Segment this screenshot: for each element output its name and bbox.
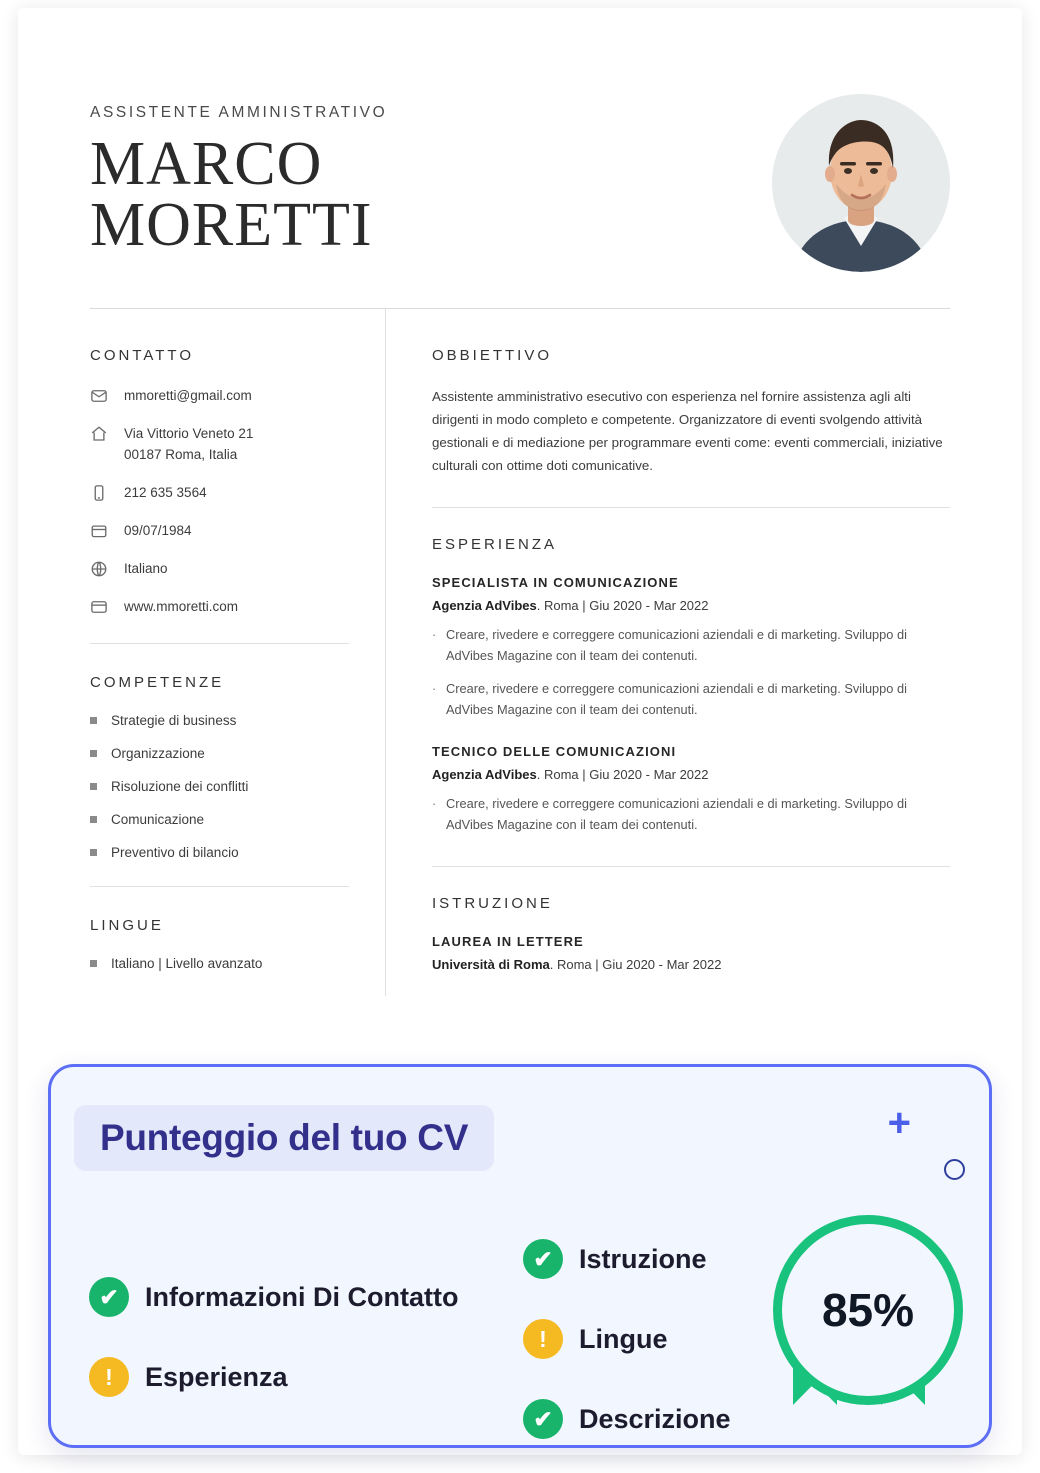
sidebar-divider-2 bbox=[90, 886, 349, 887]
experience-entry bbox=[432, 744, 950, 835]
sidebar-divider-1 bbox=[90, 643, 349, 644]
experience-entry bbox=[432, 575, 950, 720]
score-check-label: Descrizione bbox=[579, 1403, 731, 1434]
section-title-obbiettivo: OBBIETTIVO bbox=[432, 347, 553, 364]
square-bullet-icon bbox=[90, 717, 97, 724]
plus-icon[interactable]: + bbox=[887, 1101, 911, 1145]
contact-website-link[interactable]: www.mmoretti.com bbox=[124, 598, 239, 614]
job-role: SPECIALISTA IN COMUNICAZIONE bbox=[432, 575, 679, 591]
warning-circle-icon: ! bbox=[523, 1319, 563, 1359]
list-item bbox=[90, 956, 349, 971]
cv-main bbox=[386, 309, 950, 996]
score-check-esperienza[interactable] bbox=[89, 1357, 288, 1397]
bullet-icon: · bbox=[432, 627, 437, 643]
square-bullet-icon bbox=[90, 960, 97, 967]
square-bullet-icon bbox=[90, 816, 97, 823]
avatar bbox=[772, 94, 950, 272]
check-circle-icon: ✔ bbox=[523, 1399, 563, 1439]
cv-sidebar bbox=[90, 309, 386, 996]
score-check-label: Istruzione bbox=[579, 1243, 707, 1274]
list-item bbox=[90, 713, 349, 728]
square-bullet-icon bbox=[90, 783, 97, 790]
square-bullet-icon bbox=[90, 849, 97, 856]
contact-email bbox=[90, 386, 349, 407]
score-check-label: Lingue bbox=[579, 1323, 668, 1354]
headline bbox=[90, 90, 388, 259]
phone-icon bbox=[90, 483, 112, 502]
section-title-competenze: COMPETENZE bbox=[90, 674, 225, 692]
job-company: Agenzia AdVibes bbox=[432, 598, 537, 614]
main-divider-1 bbox=[432, 507, 950, 508]
job-bullet bbox=[432, 625, 950, 666]
address-line-1: Via Vittorio Veneto 21 bbox=[124, 425, 254, 441]
cv-header bbox=[90, 90, 950, 272]
calendar-icon bbox=[90, 521, 112, 540]
contact-email-text: mmoretti@gmail.com bbox=[124, 388, 252, 403]
skill-label: Comunicazione bbox=[111, 812, 205, 828]
bullet-icon: · bbox=[432, 680, 437, 696]
school-name: Università di Roma bbox=[432, 956, 550, 972]
section-title-istruzione: ISTRUZIONE bbox=[432, 894, 553, 912]
warning-circle-icon: ! bbox=[89, 1357, 129, 1397]
contact-phone-text: 212 635 3564 bbox=[124, 484, 207, 500]
degree-title: LAUREA IN LETTERE bbox=[432, 933, 584, 949]
contact-language-text: Italiano bbox=[124, 560, 168, 576]
score-check-label: Informazioni Di Contatto bbox=[145, 1281, 459, 1312]
score-check-descrizione[interactable] bbox=[523, 1399, 731, 1439]
main-divider-2 bbox=[432, 866, 950, 867]
contact-birthdate bbox=[90, 521, 349, 542]
job-meta bbox=[432, 598, 950, 613]
list-item bbox=[90, 779, 349, 794]
section-title-esperienza: ESPERIENZA bbox=[432, 536, 558, 554]
school-meta bbox=[432, 957, 950, 972]
job-bullet-text: Creare, rivedere e correggere comunicazioni aziendali e di marketing. Sviluppo di AdVibes Magazine con il team dei contenuti. bbox=[446, 680, 907, 717]
skill-label: Organizzazione bbox=[111, 746, 205, 762]
last-name: MORETTI bbox=[90, 190, 373, 259]
square-bullet-icon bbox=[90, 750, 97, 757]
score-title-pill bbox=[74, 1105, 494, 1171]
contact-phone bbox=[90, 483, 349, 504]
score-percentage: 85% bbox=[773, 1215, 963, 1405]
job-meta bbox=[432, 767, 950, 782]
objective-text: Assistente amministrativo esecutivo con esperienza nel fornire assistenza agli alti dirigenti in modo completo e competente. Organizzatore di eventi svolgendo attività gestionali e di mediazione per programmare eventi come: eventi commerciali, iniziative culturali con ottime doti comunicative. bbox=[432, 389, 943, 473]
score-check-label: Esperienza bbox=[145, 1361, 288, 1392]
web-icon bbox=[90, 597, 112, 616]
contact-address bbox=[90, 424, 349, 466]
bullet-icon: · bbox=[432, 796, 437, 812]
circle-outline-icon[interactable] bbox=[944, 1159, 965, 1180]
address-line-2: 00187 Roma, Italia bbox=[124, 446, 238, 462]
job-title: ASSISTENTE AMMINISTRATIVO bbox=[90, 104, 388, 121]
contact-birthdate-text: 09/07/1984 bbox=[124, 522, 192, 538]
score-title: Punteggio del tuo CV bbox=[100, 1117, 469, 1158]
check-circle-icon: ✔ bbox=[523, 1239, 563, 1279]
page-title bbox=[90, 130, 387, 259]
cv-score-panel bbox=[48, 1064, 992, 1448]
envelope-icon bbox=[90, 386, 112, 405]
skill-label: Strategie di business bbox=[111, 713, 237, 729]
check-circle-icon: ✔ bbox=[89, 1277, 129, 1317]
job-company: Agenzia AdVibes bbox=[432, 767, 537, 783]
school-dates: . Roma | Giu 2020 - Mar 2022 bbox=[549, 956, 722, 972]
section-title-lingue: LINGUE bbox=[90, 917, 164, 935]
job-dates: . Roma | Giu 2020 - Mar 2022 bbox=[536, 598, 709, 614]
list-item bbox=[90, 812, 349, 827]
home-icon bbox=[90, 424, 112, 443]
list-item bbox=[90, 746, 349, 761]
job-bullet-text: Creare, rivedere e correggere comunicazioni aziendali e di marketing. Sviluppo di AdVibes Magazine con il team dei contenuti. bbox=[446, 627, 907, 664]
job-bullet-text: Creare, rivedere e correggere comunicazioni aziendali e di marketing. Sviluppo di AdVibes Magazine con il team dei contenuti. bbox=[446, 796, 907, 833]
score-check-istruzione[interactable] bbox=[523, 1239, 707, 1279]
job-role: TECNICO DELLE COMUNICAZIONI bbox=[432, 744, 677, 760]
job-bullet bbox=[432, 679, 950, 720]
score-check-contatto[interactable] bbox=[89, 1277, 458, 1317]
job-dates: . Roma | Giu 2020 - Mar 2022 bbox=[536, 767, 709, 783]
list-item bbox=[90, 845, 349, 860]
score-medal bbox=[773, 1215, 959, 1415]
contact-language bbox=[90, 559, 349, 580]
globe-icon bbox=[90, 559, 112, 578]
skill-label: Preventivo di bilancio bbox=[111, 845, 239, 861]
job-bullet bbox=[432, 794, 950, 835]
contact-address-text bbox=[124, 424, 253, 466]
skill-label: Risoluzione dei conflitti bbox=[111, 779, 249, 795]
score-check-lingue[interactable] bbox=[523, 1319, 668, 1359]
avatar-photo bbox=[772, 94, 950, 272]
education-entry bbox=[432, 934, 950, 972]
contact-website[interactable] bbox=[90, 597, 349, 618]
language-label: Italiano | Livello avanzato bbox=[111, 956, 263, 972]
first-name: MARCO bbox=[90, 130, 323, 198]
section-title-contatto: CONTATTO bbox=[90, 347, 194, 364]
